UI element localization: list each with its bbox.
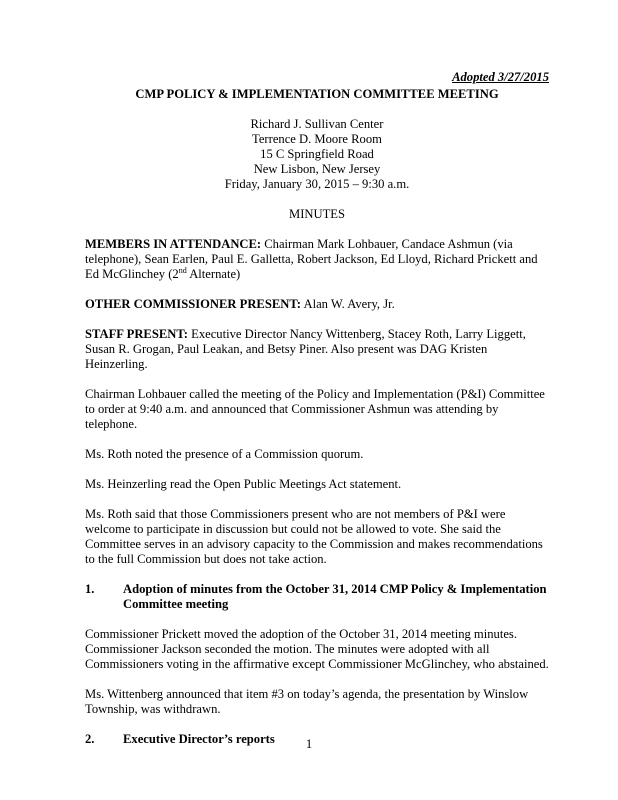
address-line-room: Terrence D. Moore Room	[252, 132, 382, 146]
members-label: MEMBERS IN ATTENDANCE:	[85, 237, 262, 251]
minutes-heading: MINUTES	[289, 207, 345, 221]
document-title: CMP POLICY & IMPLEMENTATION COMMITTEE MEETING	[135, 87, 499, 101]
members-sup: nd	[178, 265, 187, 275]
page-number: 1	[305, 737, 313, 751]
opma-paragraph: Ms. Heinzerling read the Open Public Meetings Act statement.	[85, 477, 402, 491]
section-1-withdrawn-paragraph: Ms. Wittenberg announced that item #3 on today’s agenda, the presentation by Winslow Township, was withdrawn.	[85, 687, 529, 716]
document-page	[85, 70, 549, 747]
members-paragraph	[85, 237, 549, 282]
other-commissioner-text: Alan W. Avery, Jr.	[303, 297, 395, 311]
section-1-number: 1.	[85, 582, 95, 596]
other-commissioner-label: OTHER COMMISSIONER PRESENT:	[85, 297, 301, 311]
meeting-datetime: Friday, January 30, 2015 – 9:30 a.m.	[224, 177, 410, 191]
participation-paragraph: Ms. Roth said that those Commissioners present who are not members of P&I were welcome to participate in discussion but could not be allowed to vote. She said the Committee serves in an advisory capacity to the Commission and makes recommendations to the full Commission but does not take action.	[85, 507, 543, 566]
address-line-venue: Richard J. Sullivan Center	[250, 117, 384, 131]
address-line-city: New Lisbon, New Jersey	[253, 162, 381, 176]
staff-text: Executive Director Nancy Wittenberg, Stacey Roth, Larry Liggett, Susan R. Grogan, Paul Leakan, and Betsy Piner. Also present was DAG Kristen Heinzerling.	[85, 327, 526, 371]
other-commissioner-paragraph	[85, 297, 549, 312]
adopted-stamp: Adopted 3/27/2015	[452, 70, 549, 84]
call-to-order-paragraph: Chairman Lohbauer called the meeting of the Policy and Implementation (P&I) Committee to order at 9:40 a.m. and announced that Commissioner Ashmun was attending by telephone.	[85, 387, 545, 431]
staff-label: STAFF PRESENT:	[85, 327, 188, 341]
members-text: Chairman Mark Lohbauer, Candace Ashmun (via telephone), Sean Earlen, Paul E. Galletta, Robert Jackson, Ed Lloyd, Richard Prickett and Ed McGlinchey (2	[85, 237, 538, 281]
meeting-address	[85, 117, 549, 192]
section-1-heading	[85, 582, 549, 612]
quorum-paragraph: Ms. Roth noted the presence of a Commission quorum.	[85, 447, 364, 461]
staff-paragraph	[85, 327, 549, 372]
section-2-title: Executive Director’s reports	[123, 732, 275, 746]
section-1-title: Adoption of minutes from the October 31, 2014 CMP Policy & Implementation Committee meeting	[123, 582, 547, 611]
section-2-number: 2.	[85, 732, 95, 746]
members-suffix: Alternate)	[189, 267, 241, 281]
address-line-street: 15 C Springfield Road	[260, 147, 374, 161]
section-1-motion-paragraph: Commissioner Prickett moved the adoption of the October 31, 2014 meeting minutes. Commissioner Jackson seconded the motion. The minutes were adopted with all Commissioners voting in the affirmative except Commissioner McGlinchey, who abstained.	[85, 627, 549, 671]
